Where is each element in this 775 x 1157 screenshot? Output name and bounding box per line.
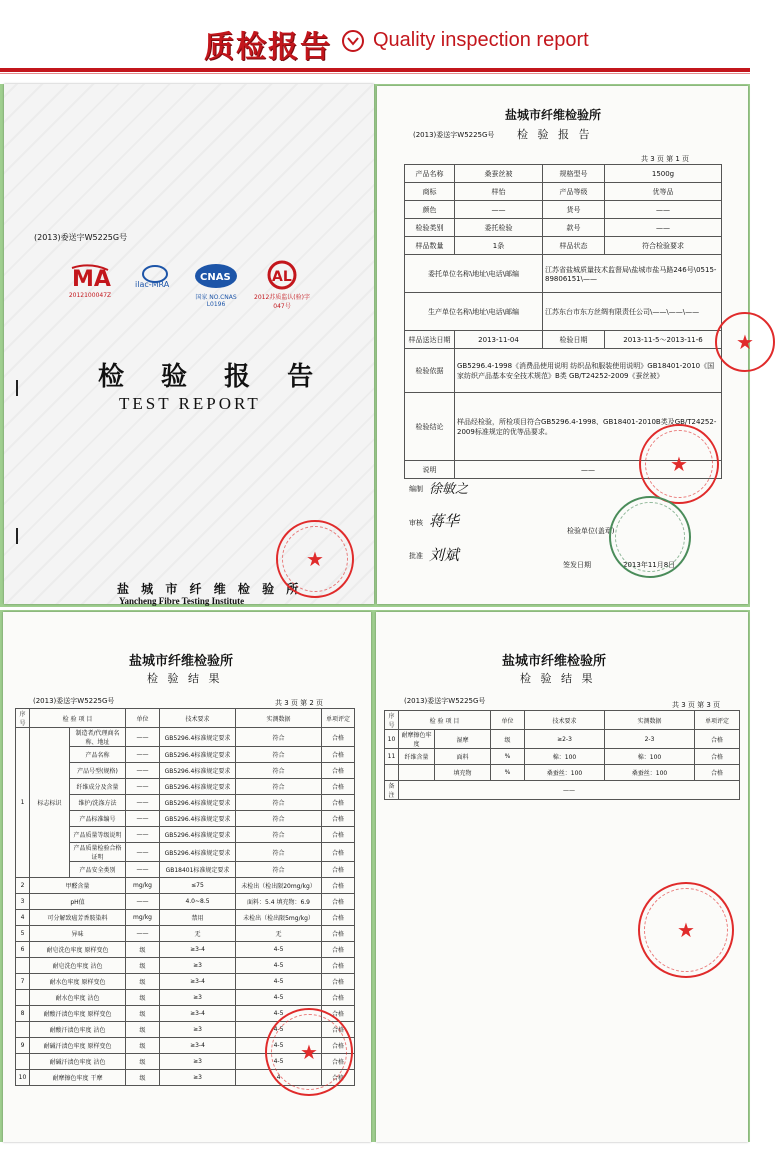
header-cell: 技术要求 bbox=[525, 711, 605, 730]
table-cell: pH值 bbox=[30, 894, 126, 910]
table-cell: 规格型号 bbox=[543, 165, 605, 183]
table-cell: 委托检验 bbox=[455, 219, 543, 237]
table-row bbox=[405, 183, 722, 201]
signature-prepared: 徐敏之 bbox=[429, 482, 469, 497]
page1-institute: 盐城市纤维检验所 bbox=[505, 108, 602, 122]
issue-label: 签发日期 bbox=[563, 561, 591, 569]
table-cell: 11 bbox=[385, 749, 399, 765]
header-cell: 单项评定 bbox=[322, 709, 355, 728]
table-cell: 合格 bbox=[322, 1038, 355, 1054]
table-cell: —— bbox=[126, 843, 160, 862]
table-row bbox=[385, 781, 740, 800]
table-cell: 合格 bbox=[695, 749, 740, 765]
page3-institute: 盐城市纤维检验所 bbox=[502, 654, 607, 669]
table-cell: GB5296.4标准规定要求 bbox=[160, 843, 236, 862]
table-cell: 异味 bbox=[30, 926, 126, 942]
table-cell: 符合 bbox=[236, 843, 322, 862]
table-cell: 4-5 bbox=[236, 958, 322, 974]
table-cell: —— bbox=[605, 201, 722, 219]
table-cell: GB5296.4标准规定要求 bbox=[160, 779, 236, 795]
table-cell: 未检出（检出限20mg/kg） bbox=[236, 878, 322, 894]
header-cell: 单位 bbox=[126, 709, 160, 728]
table-cell: —— bbox=[126, 763, 160, 779]
table-cell: 符合 bbox=[236, 827, 322, 843]
basis-label: 检验依据 bbox=[405, 349, 455, 393]
header-cell: 技术要求 bbox=[160, 709, 236, 728]
table-cell: 1条 bbox=[455, 237, 543, 255]
table-cell: 耐酸汗渍色牢度 沾色 bbox=[30, 1022, 126, 1038]
svg-text:AL: AL bbox=[272, 269, 292, 285]
table-cell: 颜色 bbox=[405, 201, 455, 219]
table-cell: 样品数量 bbox=[405, 237, 455, 255]
period-label: 检验日期 bbox=[543, 331, 605, 349]
table-cell: 符合 bbox=[236, 811, 322, 827]
page3-cert-no: (2013)委送字W5225G号 bbox=[404, 697, 486, 705]
table-cell: 合格 bbox=[322, 926, 355, 942]
table-cell: —— bbox=[126, 862, 160, 878]
table-cell: 级 bbox=[491, 730, 525, 749]
table-cell: 产品号型(规格) bbox=[70, 763, 126, 779]
table-row bbox=[16, 958, 355, 974]
note-label: 说明 bbox=[405, 461, 455, 479]
maker-value: 江苏东台市东方丝绸有限责任公司\——\——\—— bbox=[543, 293, 722, 331]
report-page-3 bbox=[376, 612, 748, 1142]
table-cell: 合格 bbox=[322, 1054, 355, 1070]
table-cell: 棉：100 bbox=[605, 749, 695, 765]
red-seal-stamp-edge: ★ bbox=[715, 312, 775, 372]
table-cell: 符合 bbox=[236, 763, 322, 779]
table-cell: 样怡 bbox=[455, 183, 543, 201]
table-cell: 未检出（检出限5mg/kg） bbox=[236, 910, 322, 926]
report-page-1 bbox=[377, 86, 754, 604]
red-seal-stamp: ★ bbox=[265, 1008, 353, 1096]
header-cell: 检 验 项 目 bbox=[399, 711, 491, 730]
table-row bbox=[405, 165, 722, 183]
table-cell: 4-5 bbox=[236, 974, 322, 990]
remark-value: —— bbox=[399, 781, 740, 800]
row-number: 6 bbox=[16, 942, 30, 958]
svg-text:MA: MA bbox=[72, 267, 111, 292]
row-number: 4 bbox=[16, 910, 30, 926]
row-number: 8 bbox=[16, 1006, 30, 1022]
table-cell: 级 bbox=[126, 1038, 160, 1054]
table-cell: 款号 bbox=[543, 219, 605, 237]
table-cell: 合格 bbox=[322, 827, 355, 843]
table-row bbox=[16, 910, 355, 926]
table-cell: ≥3-4 bbox=[160, 1038, 236, 1054]
table-cell: ≥3-4 bbox=[160, 1006, 236, 1022]
cnas-logo-number: 国家 NO.CNAS L0196 bbox=[195, 294, 237, 308]
table-cell: —— bbox=[605, 219, 722, 237]
table-cell: 4.0~8.5 bbox=[160, 894, 236, 910]
table-cell: 合格 bbox=[322, 811, 355, 827]
row-number bbox=[16, 1054, 30, 1070]
table-cell: 符合 bbox=[236, 795, 322, 811]
table-cell: 湿摩 bbox=[435, 730, 491, 749]
table-cell: ≥2-3 bbox=[525, 730, 605, 749]
row-number: 5 bbox=[16, 926, 30, 942]
cma-logo bbox=[66, 264, 114, 299]
row-number bbox=[16, 1022, 30, 1038]
chevron-down-icon bbox=[342, 30, 364, 52]
table-cell: % bbox=[491, 765, 525, 781]
page-header bbox=[0, 0, 750, 80]
table-cell: ≥3 bbox=[160, 990, 236, 1006]
table-cell: 符合 bbox=[236, 747, 322, 763]
table-cell: —— bbox=[126, 728, 160, 747]
table-cell: ≤75 bbox=[160, 878, 236, 894]
table-cell: 耐碱汗渍色牢度 原样变色 bbox=[30, 1038, 126, 1054]
note-value: —— bbox=[455, 461, 722, 479]
table-cell: 合格 bbox=[322, 1070, 355, 1086]
table-cell: 4-5 bbox=[236, 990, 322, 1006]
red-seal-stamp: ★ bbox=[276, 520, 354, 598]
table-cell: 耐摩擦色牢度 干摩 bbox=[30, 1070, 126, 1086]
table-cell: 产品标准编号 bbox=[70, 811, 126, 827]
table-row bbox=[405, 201, 722, 219]
table-cell: 合格 bbox=[322, 728, 355, 747]
basis-value: GB5296.4-1998《消费品使用说明 纺织品和服装使用说明》GB18401-2010《国家纺织产品基本安全技术规范》B类 GB/T24252-2009《蚕丝被》 bbox=[455, 349, 722, 393]
table-cell: 2-3 bbox=[605, 730, 695, 749]
header-cell: 检 验 项 目 bbox=[30, 709, 126, 728]
row-number bbox=[16, 990, 30, 1006]
table-cell: 面料 bbox=[435, 749, 491, 765]
row-number bbox=[16, 958, 30, 974]
page1-page-no: 共 3 页 第 1 页 bbox=[641, 155, 690, 163]
table-cell: 耐皂洗色牢度 沾色 bbox=[30, 958, 126, 974]
table-cell: 合格 bbox=[322, 974, 355, 990]
table-cell: ≥3 bbox=[160, 958, 236, 974]
header-cell: 实测数据 bbox=[236, 709, 322, 728]
table-cell: —— bbox=[126, 926, 160, 942]
cover-title-zh: 检 验 报 告 bbox=[98, 362, 328, 392]
table-cell: GB5296.4标准规定要求 bbox=[160, 827, 236, 843]
table-cell: 货号 bbox=[543, 201, 605, 219]
table-cell: 合格 bbox=[322, 894, 355, 910]
cover-cert-no: (2013)委送字W5225G号 bbox=[34, 233, 128, 242]
svg-text:ilac-MRA: ilac-MRA bbox=[135, 280, 170, 289]
table-cell: 级 bbox=[126, 942, 160, 958]
table-cell: 合格 bbox=[322, 747, 355, 763]
table-cell: 合格 bbox=[322, 779, 355, 795]
table-cell: 耐摩擦色牢度 bbox=[399, 730, 435, 749]
table-cell: 合格 bbox=[322, 1022, 355, 1038]
table-cell: 面料：5.4 填充物：6.9 bbox=[236, 894, 322, 910]
maker-label: 生产单位名称\地址\电话\邮编 bbox=[405, 293, 543, 331]
header-title-en: Quality inspection report bbox=[373, 29, 589, 51]
date-value: 2013-11-04 bbox=[455, 331, 543, 349]
table-cell: 1500g bbox=[605, 165, 722, 183]
table-cell: —— bbox=[126, 827, 160, 843]
group-label: 标志标识 bbox=[30, 728, 70, 878]
cover-title-en: TEST REPORT bbox=[119, 394, 261, 413]
date-label: 样品送达日期 bbox=[405, 331, 455, 349]
row-number: 3 bbox=[16, 894, 30, 910]
table-cell: ≥3 bbox=[160, 1054, 236, 1070]
table-cell: 符合 bbox=[236, 862, 322, 878]
table-cell: 产品等级 bbox=[543, 183, 605, 201]
header-cell: 序号 bbox=[16, 709, 30, 728]
table-cell: 合格 bbox=[322, 910, 355, 926]
table-cell: GB5296.4标准规定要求 bbox=[160, 795, 236, 811]
table-cell: 4 bbox=[236, 1070, 322, 1086]
table-cell: 桑蚕丝被 bbox=[455, 165, 543, 183]
table-cell: 10 bbox=[385, 730, 399, 749]
red-seal-stamp: ★ bbox=[639, 424, 719, 504]
cal-logo-number: 2012苏质监认(验)字 047号 bbox=[254, 294, 310, 310]
table-cell: 产品质量等级说明 bbox=[70, 827, 126, 843]
table-cell: —— bbox=[126, 747, 160, 763]
table-cell: 合格 bbox=[322, 990, 355, 1006]
table-cell: 产品名称 bbox=[70, 747, 126, 763]
table-cell: ≥3-4 bbox=[160, 974, 236, 990]
page1-title: 检 验 报 告 bbox=[517, 128, 593, 141]
table-cell: GB5296.4标准规定要求 bbox=[160, 747, 236, 763]
table-cell: 4-5 bbox=[236, 1022, 322, 1038]
table-cell: —— bbox=[126, 795, 160, 811]
table-cell: 可分解致癌芳香胺染料 bbox=[30, 910, 126, 926]
table-row bbox=[16, 926, 355, 942]
table-row bbox=[385, 730, 740, 749]
report-cover bbox=[4, 84, 374, 604]
table-cell: 桑蚕丝：100 bbox=[605, 765, 695, 781]
table-cell: 符合 bbox=[236, 779, 322, 795]
table-cell: 4-5 bbox=[236, 1054, 322, 1070]
sign-label-reviewed: 审核 bbox=[409, 519, 423, 527]
table-cell: 符合检验要求 bbox=[605, 237, 722, 255]
row-number: 2 bbox=[16, 878, 30, 894]
header-divider bbox=[0, 68, 750, 72]
cal-logo bbox=[252, 260, 312, 310]
client-label: 委托单位名称\地址\电话\邮编 bbox=[405, 255, 543, 293]
header-cell: 单位 bbox=[491, 711, 525, 730]
table-cell: 符合 bbox=[236, 728, 322, 747]
header-title-zh: 质检报告 bbox=[204, 30, 332, 65]
report-page-2 bbox=[3, 612, 371, 1142]
table-cell: 纤维含量 bbox=[399, 749, 435, 765]
table-cell: 产品名称 bbox=[405, 165, 455, 183]
table-cell: 桑蚕丝：100 bbox=[525, 765, 605, 781]
table-cell: 样品状态 bbox=[543, 237, 605, 255]
table-cell: —— bbox=[126, 894, 160, 910]
page2-institute: 盐城市纤维检验所 bbox=[129, 654, 234, 669]
table-cell: 级 bbox=[126, 990, 160, 1006]
table-cell: 4-5 bbox=[236, 1038, 322, 1054]
table-cell: 优等品 bbox=[605, 183, 722, 201]
table-cell: 级 bbox=[126, 1022, 160, 1038]
svg-text:CNAS: CNAS bbox=[200, 272, 231, 283]
table-cell: 合格 bbox=[322, 942, 355, 958]
table-cell: ≥3 bbox=[160, 1022, 236, 1038]
sign-label-prepared: 编制 bbox=[409, 485, 423, 493]
table-row bbox=[405, 237, 722, 255]
table-row bbox=[385, 749, 740, 765]
table-row bbox=[16, 728, 355, 747]
table-cell: 耐皂洗色牢度 原样变色 bbox=[30, 942, 126, 958]
client-value: 江苏省盐城质量技术监督局\盐城市盐马路246号\0515-89806151\—— bbox=[543, 255, 722, 293]
table-cell: ≥3-4 bbox=[160, 942, 236, 958]
sign-label-approved: 批准 bbox=[409, 552, 423, 560]
conclusion-value: 样品经检验，所检项目符合GB5296.4-1998、GB18401-2010B类及GB/T24252-2009标准规定的优等品要求。 bbox=[455, 393, 722, 461]
table-cell: 4-5 bbox=[236, 1006, 322, 1022]
table-cell: 合格 bbox=[695, 730, 740, 749]
issue-date: 2013年11月8日 bbox=[623, 561, 676, 569]
period-value: 2013-11-5～2013-11-6 bbox=[605, 331, 722, 349]
header-cell: 实测数据 bbox=[605, 711, 695, 730]
row-number: 10 bbox=[16, 1070, 30, 1086]
signature-approved: 刘斌 bbox=[429, 546, 460, 564]
table-cell: 合格 bbox=[322, 843, 355, 862]
table-cell: 无 bbox=[160, 926, 236, 942]
table-cell: 禁用 bbox=[160, 910, 236, 926]
table-cell bbox=[385, 765, 399, 781]
table-cell bbox=[399, 765, 435, 781]
table-cell: mg/kg bbox=[126, 878, 160, 894]
table-cell: GB5296.4标准规定要求 bbox=[160, 811, 236, 827]
table-cell: 级 bbox=[126, 974, 160, 990]
row-number: 1 bbox=[16, 728, 30, 878]
page3-title: 检 验 结 果 bbox=[520, 672, 596, 685]
table-cell: —— bbox=[126, 779, 160, 795]
conclusion-label: 检验结论 bbox=[405, 393, 455, 461]
table-cell: 4-5 bbox=[236, 942, 322, 958]
row-number: 9 bbox=[16, 1038, 30, 1054]
page2-cert-no: (2013)委送字W5225G号 bbox=[33, 697, 115, 705]
table-cell: 耐酸汗渍色牢度 原样变色 bbox=[30, 1006, 126, 1022]
table-cell: mg/kg bbox=[126, 910, 160, 926]
table-cell: 维护/洗涤方法 bbox=[70, 795, 126, 811]
binding-mark bbox=[16, 528, 18, 544]
binding-mark bbox=[16, 380, 18, 396]
table-cell: GB5296.4标准规定要求 bbox=[160, 728, 236, 747]
table-row bbox=[16, 942, 355, 958]
page2-title: 检 验 结 果 bbox=[147, 672, 223, 685]
table-cell: 合格 bbox=[322, 1006, 355, 1022]
table-row bbox=[405, 219, 722, 237]
table-cell: 级 bbox=[126, 1006, 160, 1022]
table-row bbox=[16, 878, 355, 894]
page3-results-table bbox=[384, 710, 740, 800]
table-row bbox=[385, 765, 740, 781]
table-cell: 级 bbox=[126, 1070, 160, 1086]
table-cell: 耐水色牢度 沾色 bbox=[30, 990, 126, 1006]
table-cell: 合格 bbox=[322, 795, 355, 811]
page2-page-no: 共 3 页 第 2 页 bbox=[275, 699, 324, 707]
row-number: 7 bbox=[16, 974, 30, 990]
table-cell: 级 bbox=[126, 1054, 160, 1070]
table-cell: 合格 bbox=[695, 765, 740, 781]
table-cell: 填充物 bbox=[435, 765, 491, 781]
red-seal-stamp: ★ bbox=[638, 882, 734, 978]
table-cell: 纤维成分及含量 bbox=[70, 779, 126, 795]
table-cell: 级 bbox=[126, 958, 160, 974]
table-row bbox=[16, 894, 355, 910]
table-cell: GB5296.4标准规定要求 bbox=[160, 763, 236, 779]
table-cell: 合格 bbox=[322, 763, 355, 779]
header-cell: 序号 bbox=[385, 711, 399, 730]
table-cell: —— bbox=[126, 811, 160, 827]
page3-page-no: 共 3 页 第 3 页 bbox=[672, 701, 721, 709]
remark-label: 备注 bbox=[385, 781, 399, 800]
table-cell: 产品质量检验合格证明 bbox=[70, 843, 126, 862]
seal-label: 检验单位(盖章) bbox=[567, 527, 615, 535]
cma-logo-number: 2012100047Z bbox=[68, 292, 112, 299]
table-row bbox=[16, 990, 355, 1006]
table-cell: —— bbox=[455, 201, 543, 219]
cover-institute-en: Yancheng Fibre Testing Institute bbox=[119, 596, 245, 606]
table-cell: 甲醛含量 bbox=[30, 878, 126, 894]
header-cell: 单项评定 bbox=[695, 711, 740, 730]
table-cell: 合格 bbox=[322, 878, 355, 894]
table-cell: % bbox=[491, 749, 525, 765]
table-cell: 合格 bbox=[322, 958, 355, 974]
table-cell: 棉：100 bbox=[525, 749, 605, 765]
green-seal-stamp bbox=[609, 496, 691, 578]
ilac-mra-logo bbox=[130, 264, 180, 290]
table-cell: 耐水色牢度 原样变色 bbox=[30, 974, 126, 990]
table-cell: 制造者/代理商名称、地址 bbox=[70, 728, 126, 747]
table-header-row bbox=[16, 709, 355, 728]
table-cell: ≥3 bbox=[160, 1070, 236, 1086]
table-row bbox=[16, 974, 355, 990]
table-cell: 产品安全类别 bbox=[70, 862, 126, 878]
table-header-row bbox=[385, 711, 740, 730]
table-cell: 商标 bbox=[405, 183, 455, 201]
signature-reviewed: 蒋华 bbox=[429, 512, 460, 530]
table-cell: 检验类别 bbox=[405, 219, 455, 237]
table-cell: GB18401标准规定要求 bbox=[160, 862, 236, 878]
page1-cert-no: (2013)委送字W5225G号 bbox=[413, 131, 495, 139]
table-cell: 无 bbox=[236, 926, 322, 942]
cnas-logo bbox=[190, 262, 242, 308]
table-cell: 耐碱汗渍色牢度 沾色 bbox=[30, 1054, 126, 1070]
table-cell: 合格 bbox=[322, 862, 355, 878]
cover-institute-zh: 盐 城 市 纤 维 检 验 所 bbox=[117, 582, 303, 596]
